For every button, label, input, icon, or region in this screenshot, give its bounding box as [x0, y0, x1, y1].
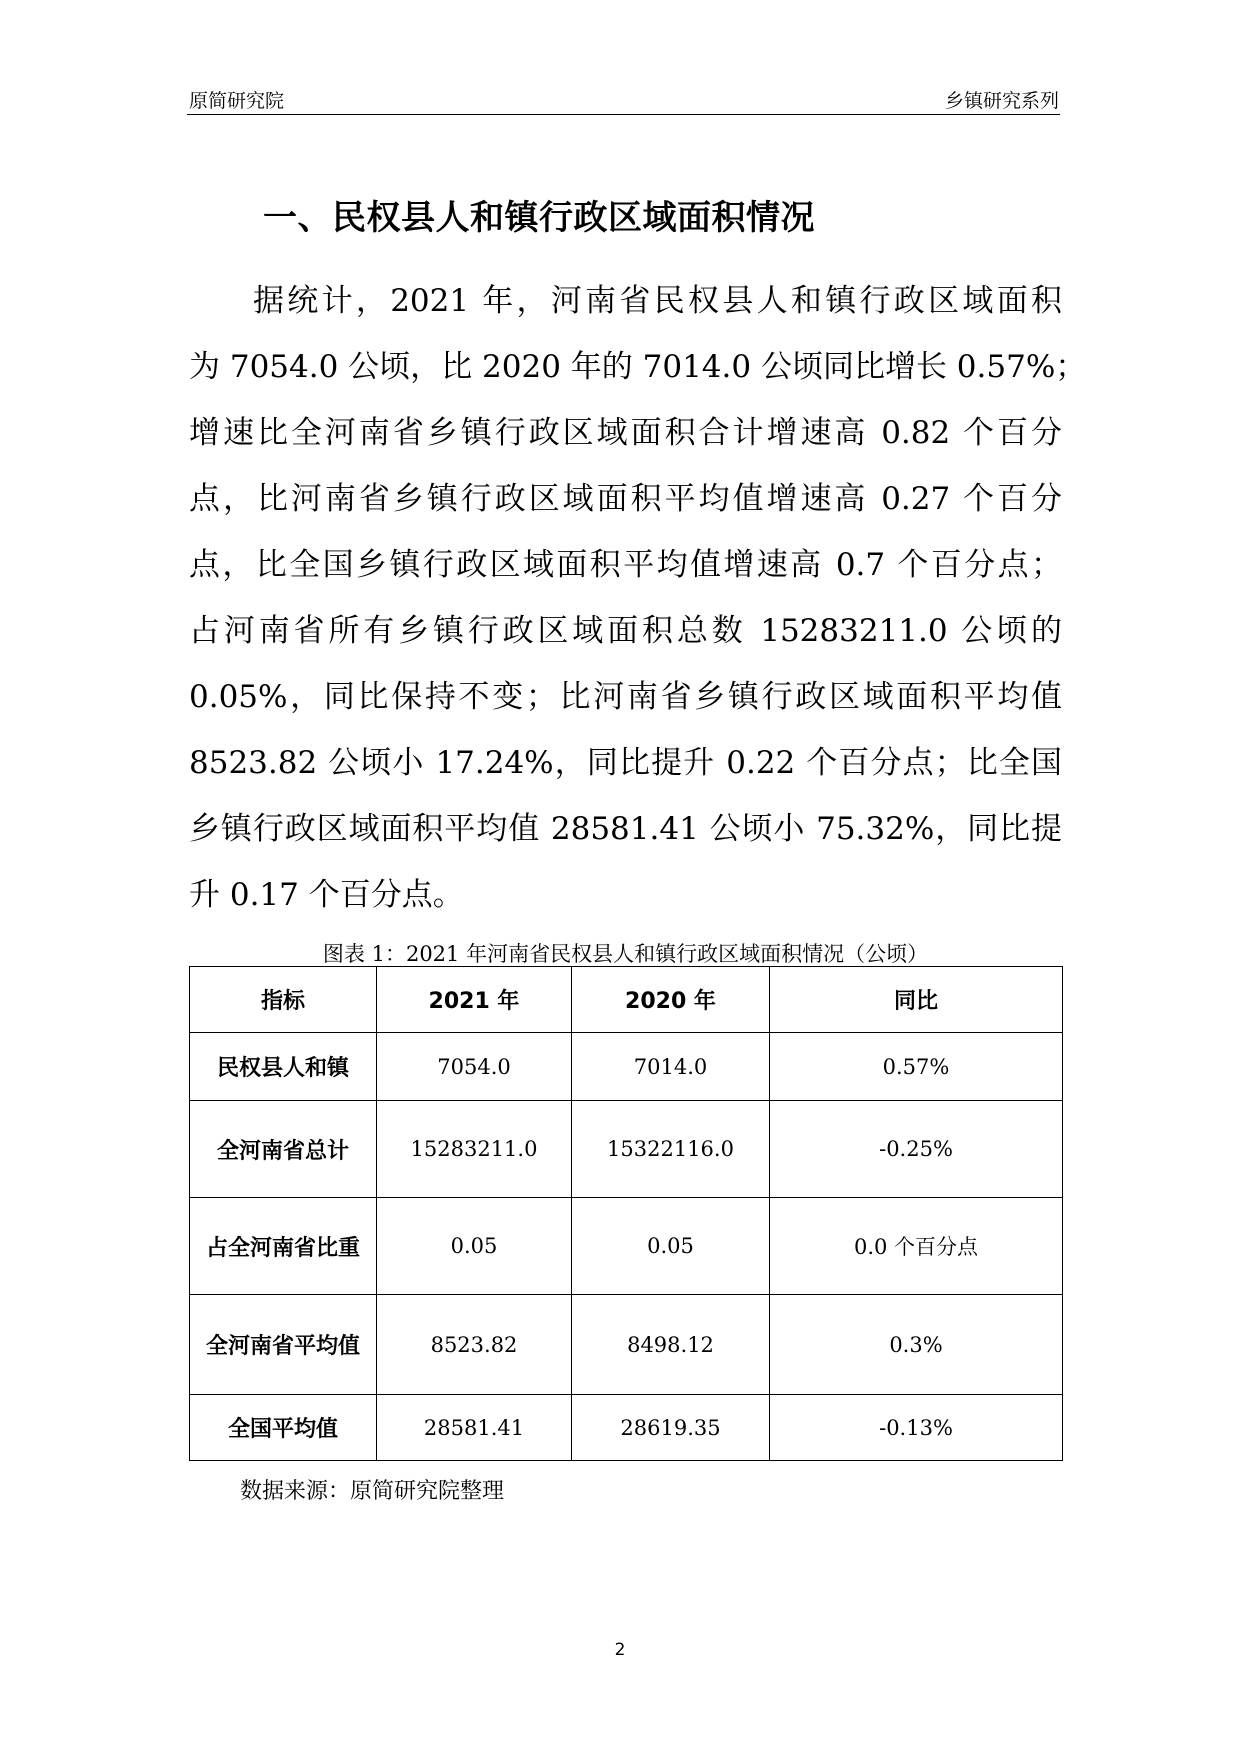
- row-label: 全国平均值: [190, 1395, 377, 1461]
- paragraph-line: 升 0.17 个百分点。: [189, 877, 464, 913]
- row-label: 占全河南省比重: [190, 1198, 377, 1295]
- row-label: 全河南省总计: [190, 1101, 377, 1198]
- cell-yoy: 0.3%: [770, 1295, 1063, 1395]
- paragraph-line: 增速比全河南省乡镇行政区域面积合计增速高 0.82 个百分: [189, 415, 1062, 451]
- header-right-series: 乡镇研究系列: [944, 90, 1059, 112]
- cell-2020: 28619.35: [572, 1395, 770, 1461]
- cell-2020: 8498.12: [572, 1295, 770, 1395]
- header-divider: [187, 114, 1060, 115]
- area-table: [189, 966, 1063, 1461]
- data-source-note: 数据来源：原简研究院整理: [240, 1479, 505, 1504]
- cell-2021: 28581.41: [377, 1395, 572, 1461]
- cell-2020: 7014.0: [572, 1033, 770, 1101]
- cell-yoy: -0.25%: [770, 1101, 1063, 1198]
- page-number: 2: [614, 1640, 626, 1660]
- header-left-org: 原简研究院: [189, 90, 285, 112]
- table-row: [190, 1033, 1063, 1101]
- section-title: 一、民权县人和镇行政区域面积情况: [263, 198, 815, 238]
- table-header-row: [190, 967, 1063, 1033]
- header-yoy: 同比: [770, 967, 1063, 1033]
- paragraph-line: 占河南省所有乡镇行政区域面积总数 15283211.0 公顷的: [189, 613, 1062, 649]
- row-label: 民权县人和镇: [190, 1033, 377, 1101]
- paragraph-line: 点，比全国乡镇行政区域面积平均值增速高 0.7 个百分点；: [189, 547, 1062, 583]
- table-row: [190, 1295, 1063, 1395]
- cell-2021: 7054.0: [377, 1033, 572, 1101]
- header-2021: 2021 年: [377, 967, 572, 1033]
- body-paragraph: [189, 268, 1087, 928]
- cell-2021: 0.05: [377, 1198, 572, 1295]
- paragraph-line: 8523.82 公顷小 17.24%，同比提升 0.22 个百分点；比全国: [189, 745, 1062, 781]
- table-row: [190, 1198, 1063, 1295]
- cell-2020: 15322116.0: [572, 1101, 770, 1198]
- header-indicator: 指标: [190, 967, 377, 1033]
- table-row: [190, 1101, 1063, 1198]
- cell-yoy: 0.0 个百分点: [770, 1198, 1063, 1295]
- cell-2021: 8523.82: [377, 1295, 572, 1395]
- row-label: 全河南省平均值: [190, 1295, 377, 1395]
- paragraph-line: 乡镇行政区域面积平均值 28581.41 公顷小 75.32%，同比提: [189, 811, 1062, 847]
- paragraph-line: 点，比河南省乡镇行政区域面积平均值增速高 0.27 个百分: [189, 481, 1062, 517]
- cell-yoy: 0.57%: [770, 1033, 1063, 1101]
- cell-yoy: -0.13%: [770, 1395, 1063, 1461]
- cell-2020: 0.05: [572, 1198, 770, 1295]
- cell-2021: 15283211.0: [377, 1101, 572, 1198]
- table-row: [190, 1395, 1063, 1461]
- table-caption: 图表 1：2021 年河南省民权县人和镇行政区域面积情况（公顷）: [322, 942, 929, 966]
- paragraph-line: 据统计，2021 年，河南省民权县人和镇行政区域面积: [253, 283, 1062, 319]
- paragraph-line: 为 7054.0 公顷，比 2020 年的 7014.0 公顷同比增长 0.57%；: [189, 349, 1087, 385]
- header-2020: 2020 年: [572, 967, 770, 1033]
- paragraph-line: 0.05%，同比保持不变；比河南省乡镇行政区域面积平均值: [189, 679, 1062, 715]
